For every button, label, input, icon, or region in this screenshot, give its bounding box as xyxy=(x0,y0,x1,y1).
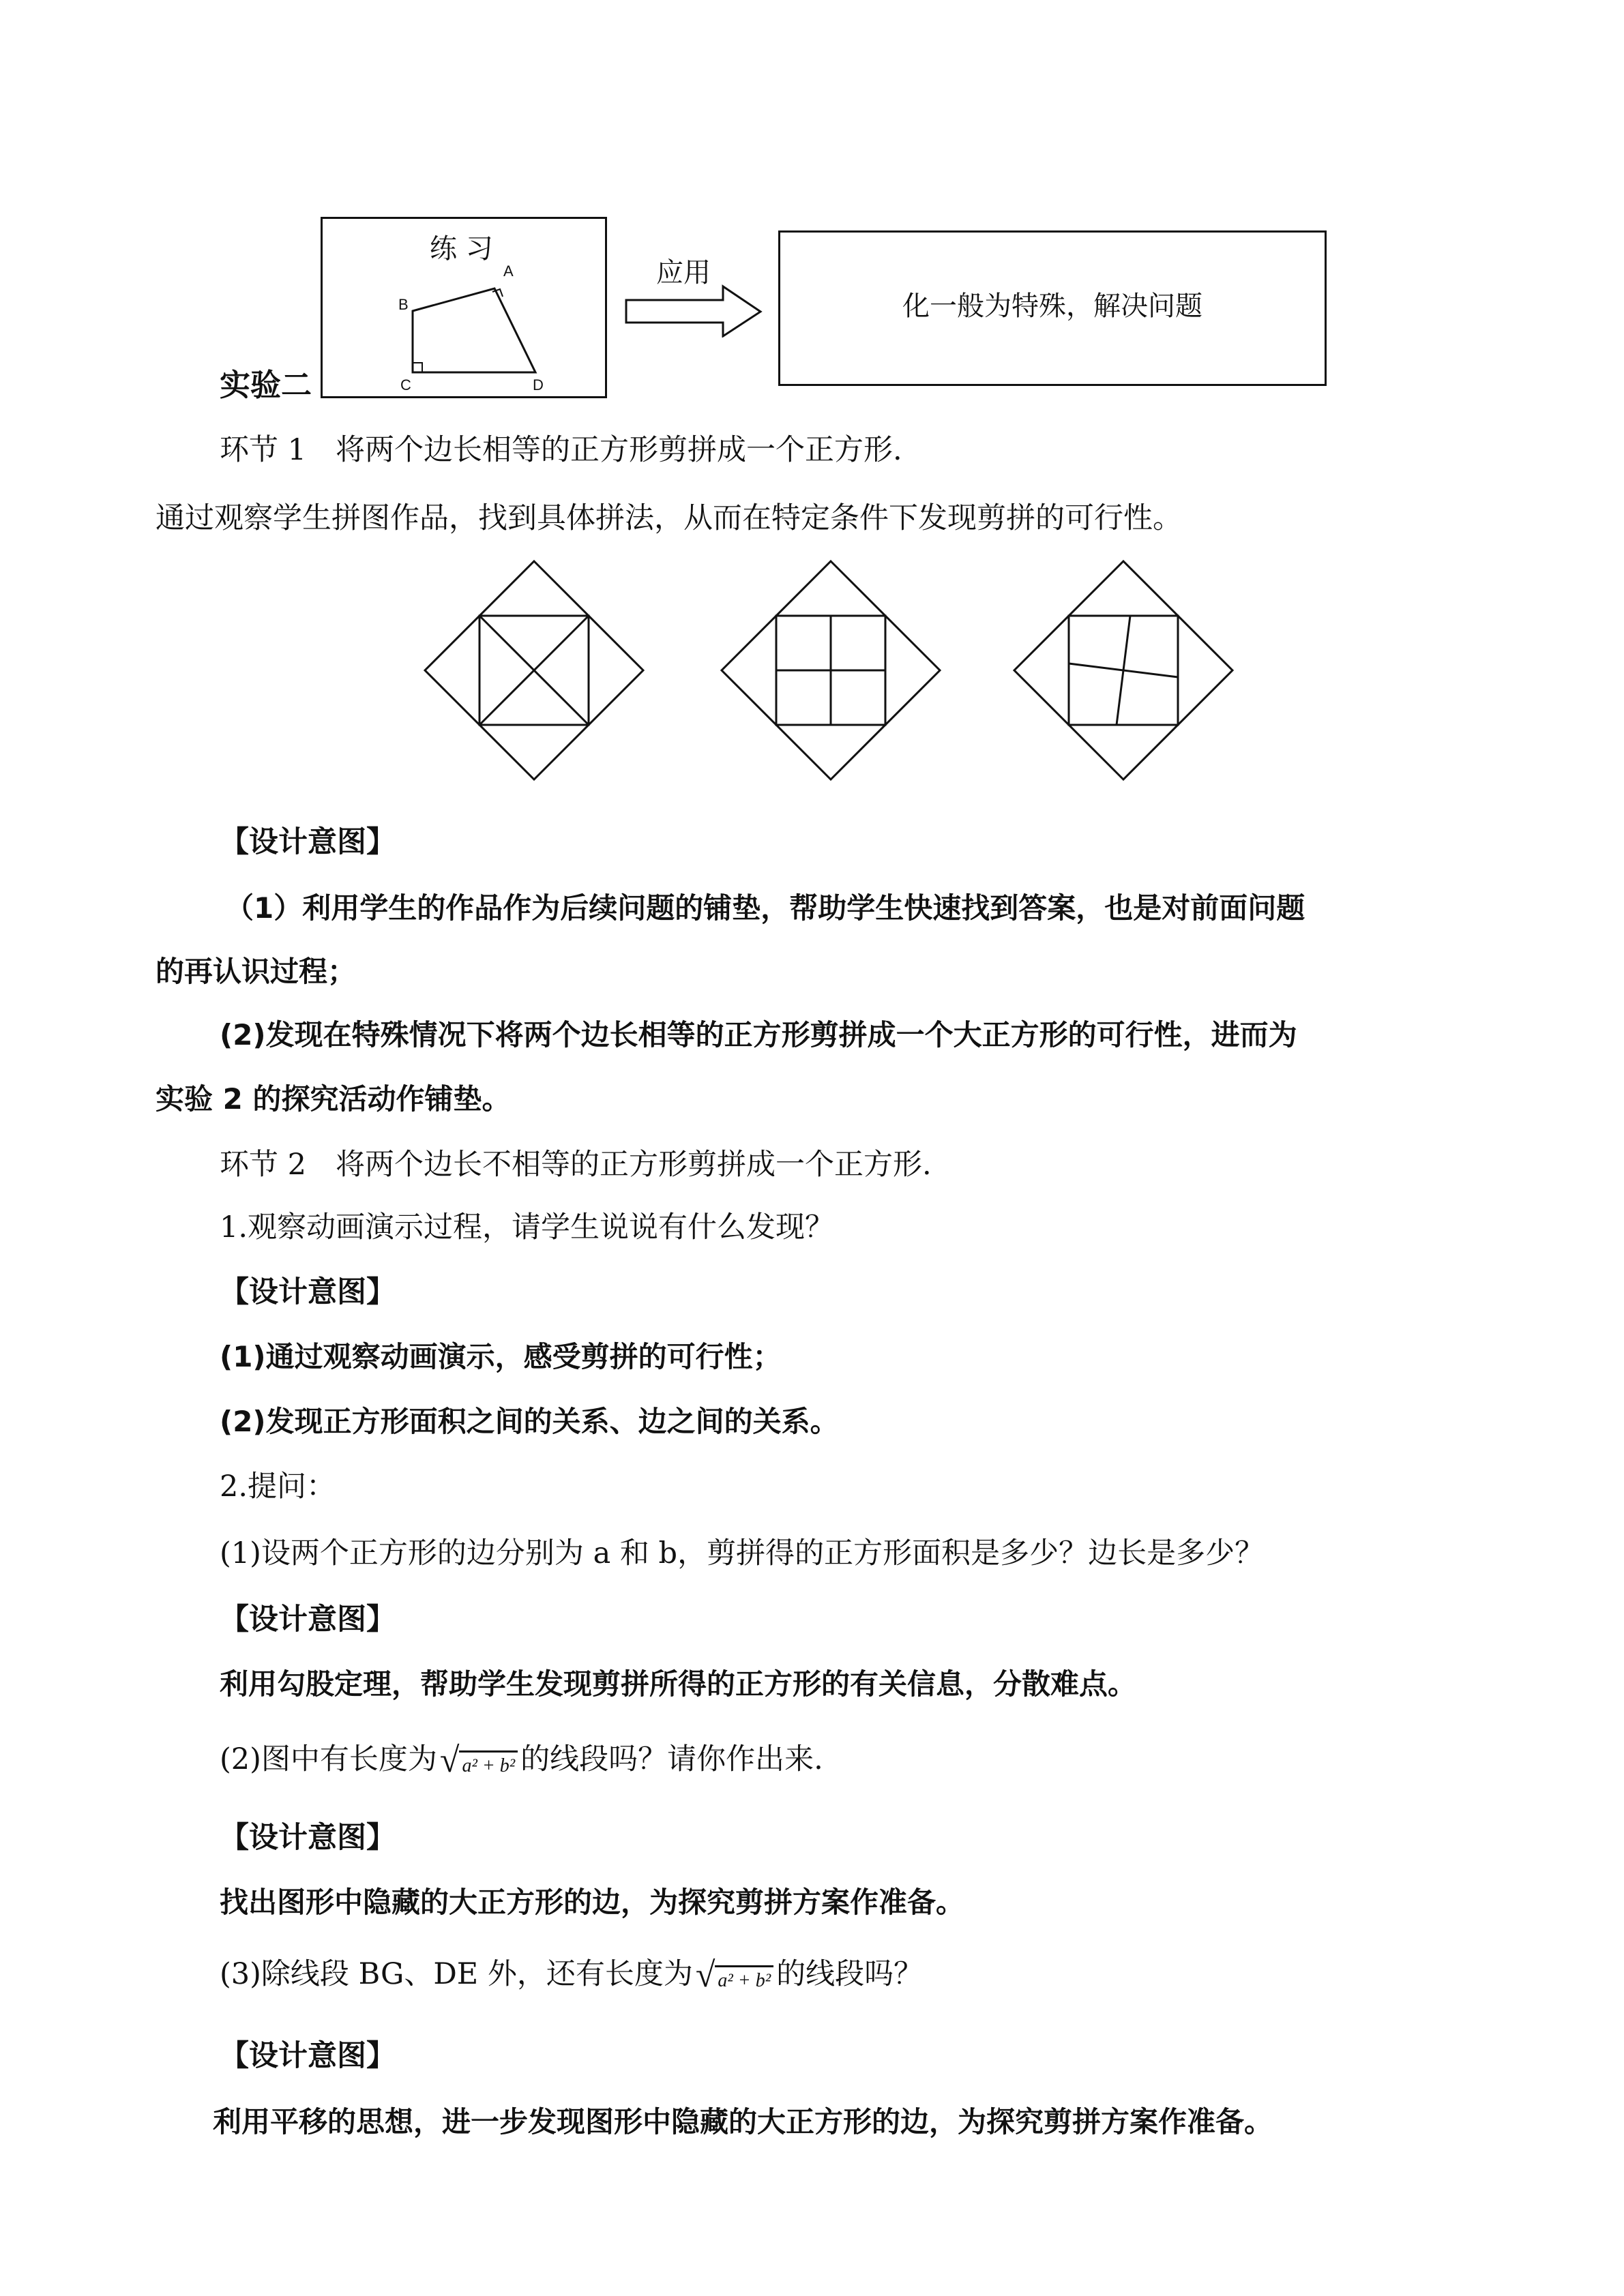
design3-text: 利用勾股定理，帮助学生发现剪拼所得的正方形的有关信息，分散难点。 xyxy=(220,1667,1137,1701)
point-c-label: C xyxy=(400,376,411,393)
design1-point1-line1: （1）利用学生的作品作为后续问题的铺垫，帮助学生快速找到答案，也是对前面问题 xyxy=(225,891,1305,925)
question-1: 1.观察动画演示过程，请学生说说有什么发现？ xyxy=(220,1210,835,1244)
sqrt-expression: √ a² + b² xyxy=(440,1740,518,1783)
question-2-3 xyxy=(220,1954,923,1997)
design2-title: 【设计意图】 xyxy=(220,1275,396,1309)
question-2-2-prefix: (2)图中有长度为 xyxy=(220,1742,437,1776)
square-cut-figure-2 xyxy=(718,558,943,783)
point-b-label: B xyxy=(398,296,409,313)
question-2-3-suffix: 的线段吗？ xyxy=(776,1957,924,1991)
question-2: 2.提问： xyxy=(220,1470,336,1504)
step1-description: 通过观察学生拼图作品，找到具体拼法，从而在特定条件下发现剪拼的可行性。 xyxy=(156,501,1182,535)
step2-heading: 环节 2 将两个边长不相等的正方形剪拼成一个正方形. xyxy=(220,1148,932,1182)
sqrt-expression-2: √ a² + b² xyxy=(696,1955,773,1997)
sqrt-expression-body: a² + b² xyxy=(459,1750,518,1780)
square-cut-figure-3 xyxy=(1011,558,1236,783)
design1-point2-line1: (2)发现在特殊情况下将两个边长相等的正方形剪拼成一个大正方形的可行性，进而为 xyxy=(220,1018,1297,1052)
design4-text: 找出图形中隐藏的大正方形的边，为探究剪拼方案作准备。 xyxy=(220,1885,965,1919)
design1-point1-line2: 的再认识过程； xyxy=(156,955,357,988)
quadrilateral-figure xyxy=(321,217,607,398)
question-2-2-suffix: 的线段吗？请你作出来. xyxy=(520,1742,823,1776)
sqrt-expression-2-body: a² + b² xyxy=(715,1965,773,1995)
design4-title: 【设计意图】 xyxy=(220,1821,396,1855)
arrow-label: 应用 xyxy=(656,257,711,288)
point-a-label: A xyxy=(503,263,514,280)
right-arrow-icon xyxy=(621,283,767,338)
design2-point1: (1)通过观察动画演示，感受剪拼的可行性； xyxy=(220,1340,782,1373)
experiment-label: 实验二 xyxy=(220,367,312,403)
question-2-3-prefix: (3)除线段 BG、DE 外，还有长度为 xyxy=(220,1957,693,1991)
question-2-1: (1)设两个正方形的边分别为 a 和 b，剪拼得的正方形面积是多少？边长是多少？ xyxy=(220,1536,1265,1570)
question-2-2 xyxy=(220,1739,823,1783)
design1-title: 【设计意图】 xyxy=(220,825,396,859)
practice-box-title: 练 习 xyxy=(430,233,493,265)
square-cut-figure-1 xyxy=(422,558,647,783)
design5-title: 【设计意图】 xyxy=(220,2039,396,2073)
result-box-text: 化一般为特殊，解决问题 xyxy=(902,290,1202,322)
design1-point2-line2: 实验 2 的探究活动作铺垫。 xyxy=(156,1082,511,1116)
design3-title: 【设计意图】 xyxy=(220,1602,396,1637)
design5-text: 利用平移的思想，进一步发现图形中隐藏的大正方形的边，为探究剪拼方案作准备。 xyxy=(213,2105,1273,2138)
design2-point2: (2)发现正方形面积之间的关系、边之间的关系。 xyxy=(220,1405,839,1438)
point-d-label: D xyxy=(533,376,544,393)
step1-heading: 环节 1 将两个边长相等的正方形剪拼成一个正方形. xyxy=(220,433,902,467)
